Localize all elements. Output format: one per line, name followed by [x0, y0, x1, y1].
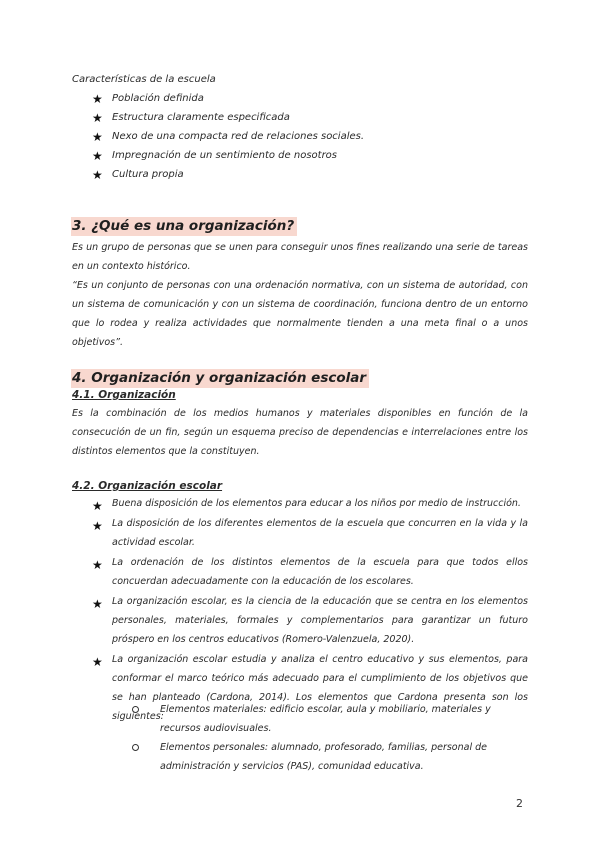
list-item: ★ Nexo de una compacta red de relaciones sociales.: [92, 130, 365, 144]
organization-list: [92, 494, 528, 727]
list-item: ★ Impregnación de un sentimiento de nosotros: [92, 149, 338, 163]
star-icon: ★: [92, 597, 103, 611]
list-item: ★ Población definida: [92, 92, 204, 106]
section-heading: 4. Organización y organización escolar: [71, 369, 369, 388]
list-item: ★ Buena disposición de los elementos para educar a los niños por medio de instrucción.: [92, 494, 528, 513]
section-heading: 3. ¿Qué es una organización?: [71, 217, 297, 236]
star-icon: ★: [92, 92, 103, 106]
sublist-item: Elementos materiales: edificio escolar, aula y mobiliario, materiales y recursos audiovisuales.: [130, 700, 510, 738]
list-item: ★ Cultura propia: [92, 168, 184, 182]
quote-paragraph: “Es un conjunto de personas con una ordenación normativa, con un sistema de autoridad, con un sistema de comunicación y con un sistema de coordinación, funciona dentro de un entorno que lo rodea y realiza actividades que normalmente tienden a una meta final o a unos objetivos”.: [72, 280, 528, 348]
elements-sublist: [130, 700, 510, 776]
subsection-heading: 4.2. Organización escolar: [72, 480, 223, 492]
intro-list: [92, 92, 512, 187]
list-item: ★ La ordenación de los distintos elementos de la escuela para que todos ellos concuerdan adecuadamente con la educación de los escolares.: [92, 557, 528, 587]
paragraph: Es la combinación de los medios humanos y materiales disponibles en función de la consecución de un fin, según un esquema preciso de dependencias e interrelaciones entre los distintos elementos que la constituyen.: [72, 408, 528, 457]
sublist-item: Elementos personales: alumnado, profesorado, familias, personal de administración y servicios (PAS), comunidad educativa.: [130, 738, 510, 776]
circle-icon: [132, 744, 139, 751]
star-icon: ★: [92, 168, 103, 182]
list-item: ★ La organización escolar, es la ciencia de la educación que se centra en los elementos personales, materiales, formales y complementarios para garantizar un futuro próspero en los centros educativos (Romero-Valenzuela, 2020).: [92, 596, 528, 645]
star-icon: ★: [92, 519, 103, 533]
star-icon: ★: [92, 130, 103, 144]
intro-label: Características de la escuela: [72, 74, 216, 85]
star-icon: ★: [92, 655, 103, 669]
list-item: ★ La organización escolar estudia y analiza el centro educativo y sus elementos, para conformar el marco teórico más adecuado para el cumplimiento de los objetivos que se han planteado (Cardona, 2014). Los elementos que Cardona presenta son los siguientes:: [92, 654, 528, 722]
subsection-heading: 4.1. Organización: [72, 389, 176, 401]
star-icon: ★: [92, 111, 103, 125]
circle-icon: [132, 706, 139, 713]
star-icon: ★: [92, 558, 103, 572]
star-icon: ★: [92, 149, 103, 163]
paragraph: Es un grupo de personas que se unen para conseguir unos fines realizando una serie de tareas en un contexto histórico.: [72, 242, 528, 272]
page-number: 2: [516, 797, 523, 810]
list-item: ★ Estructura claramente especificada: [92, 111, 290, 125]
star-icon: ★: [92, 499, 103, 513]
list-item: ★ La disposición de los diferentes elementos de la escuela que concurren en la vida y la actividad escolar.: [92, 518, 528, 548]
